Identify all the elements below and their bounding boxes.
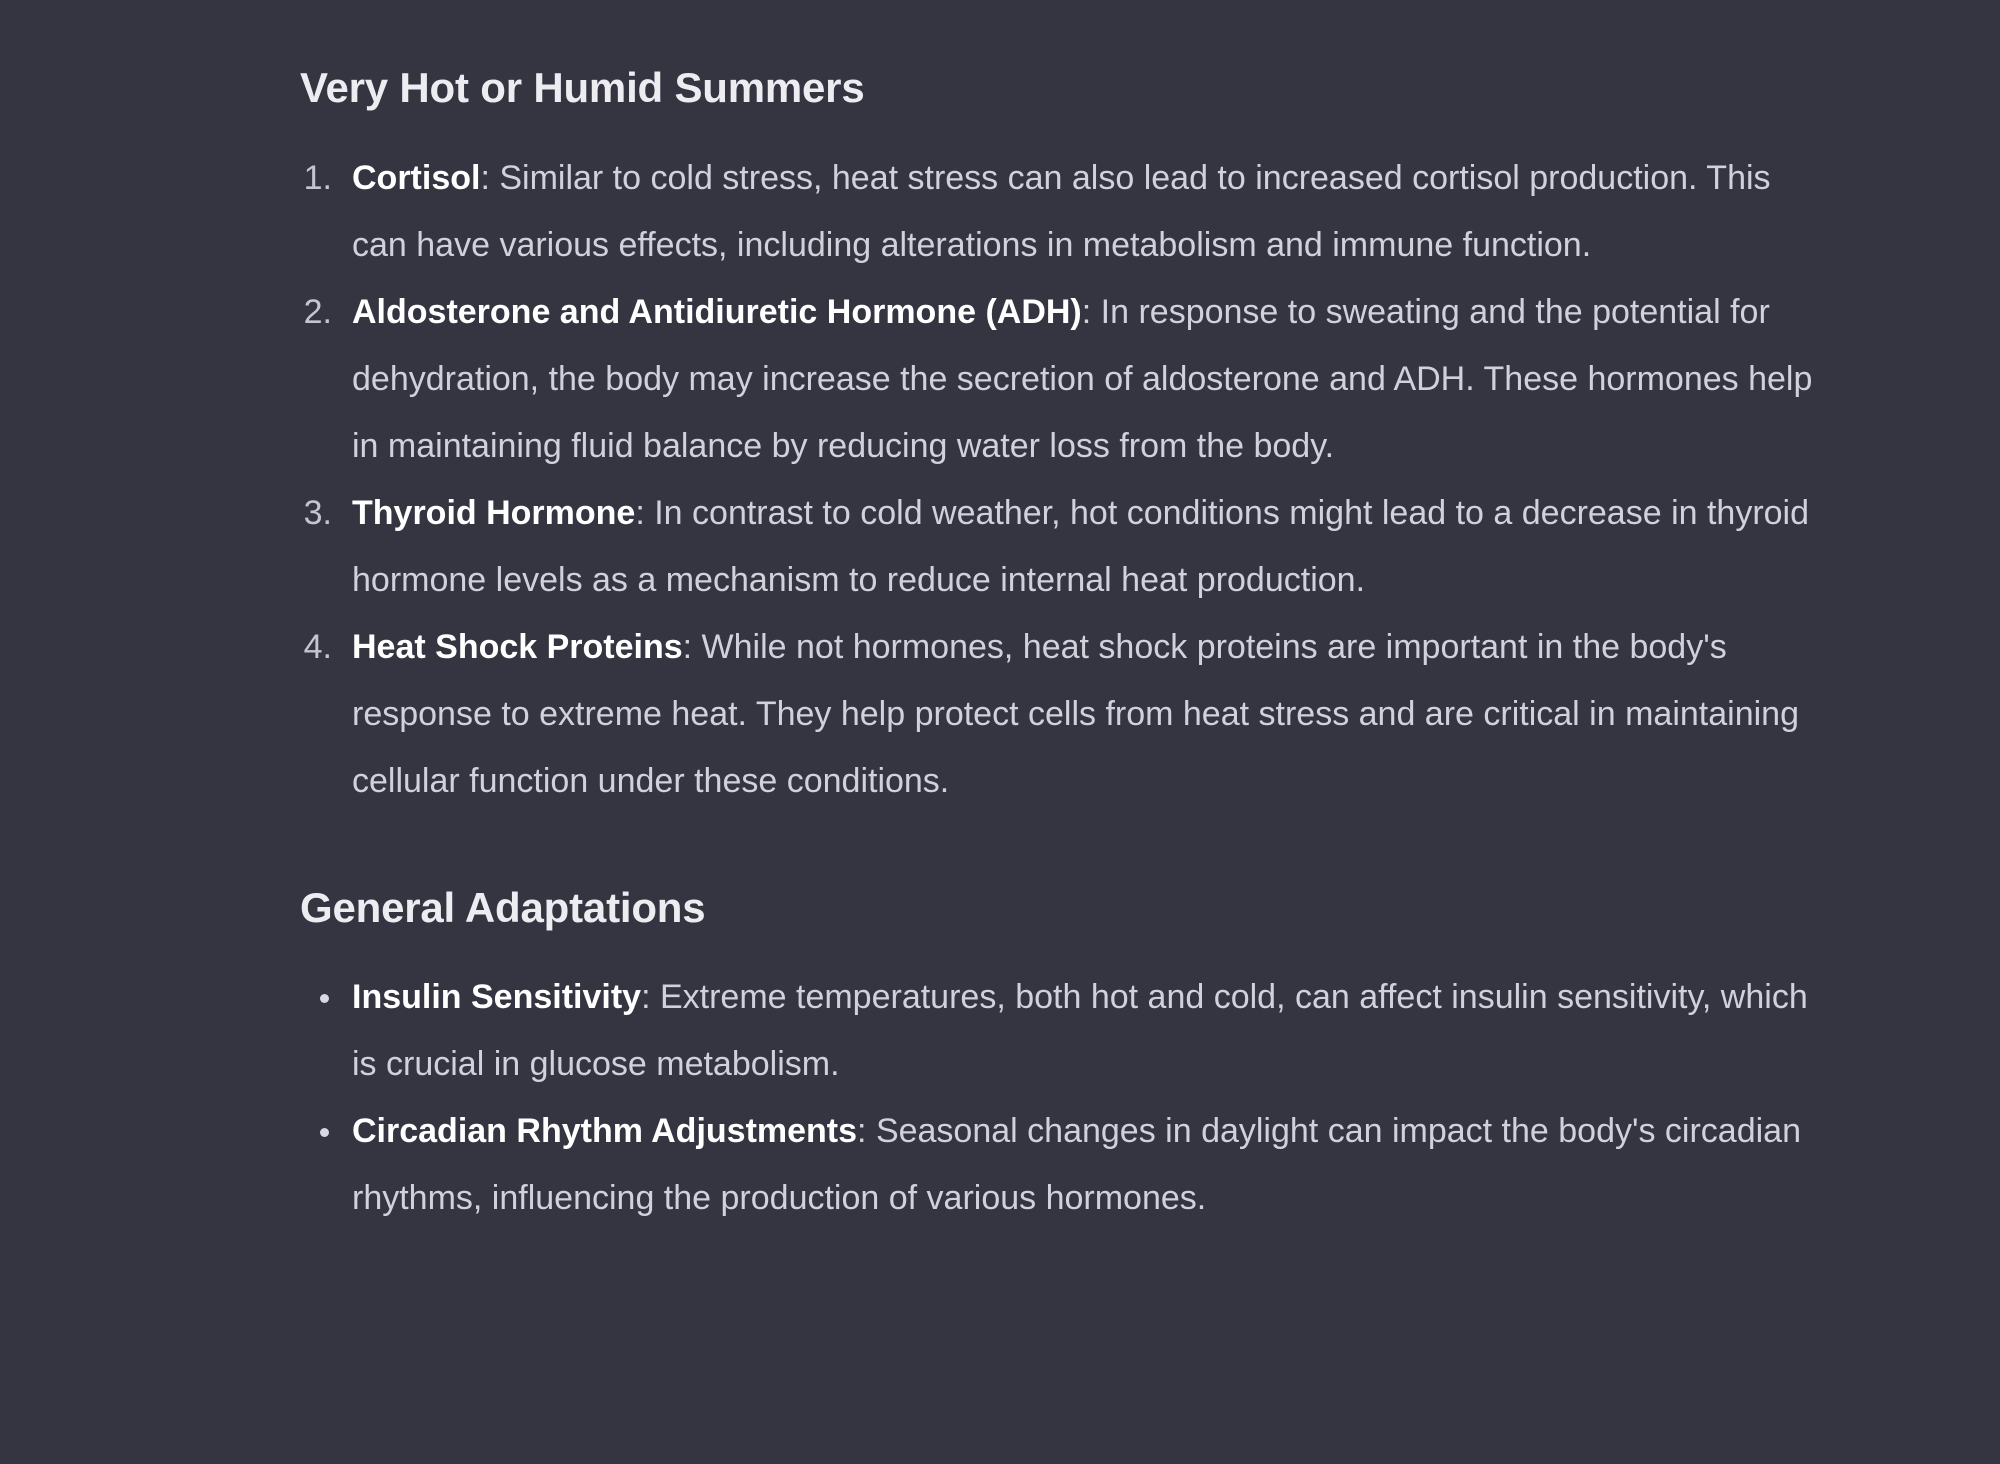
list-item-term: Heat Shock Proteins (352, 628, 683, 667)
list-item-thyroid-hormone (300, 480, 1820, 614)
list-item-term: Insulin Sensitivity (352, 977, 642, 1016)
list-item-term: Cortisol (352, 159, 481, 198)
bullet-list (300, 964, 1820, 1232)
list-item-circadian-rhythm-adjustments (300, 1098, 1820, 1232)
numbered-list (300, 145, 1820, 815)
section-heading-general-adaptations: General Adaptations (300, 884, 706, 932)
list-item-cortisol (300, 145, 1820, 279)
list-number: 4. (303, 628, 332, 667)
list-item-aldosterone-adh (300, 279, 1820, 480)
list-item-term: Circadian Rhythm Adjustments (352, 1111, 858, 1150)
list-item-description: : In response to sweating and the potential for dehydration, the body may increase the secretion of aldosterone and ADH. These hormones help in maintaining fluid balance by reducing water loss from the body. (352, 293, 1813, 466)
list-item-description: : While not hormones, heat shock proteins are important in the body's response to extreme heat. They help protect cells from heat stress and are critical in maintaining cellular function under these conditions. (352, 628, 1799, 801)
list-item-term: Aldosterone and Antidiuretic Hormone (ADH) (352, 293, 1082, 332)
list-number: 3. (303, 494, 332, 533)
list-item-term: Thyroid Hormone (352, 494, 636, 533)
list-item-description: : Extreme temperatures, both hot and cold, can affect insulin sensitivity, which is crucial in glucose metabolism. (352, 977, 1808, 1083)
bullet-icon (320, 1128, 329, 1137)
section-heading-very-hot-or-humid-summers: Very Hot or Humid Summers (300, 64, 865, 111)
response-content (300, 55, 1820, 1232)
list-item-description: : In contrast to cold weather, hot conditions might lead to a decrease in thyroid hormone levels as a mechanism to reduce internal heat production. (352, 494, 1810, 600)
list-number: 2. (303, 293, 332, 332)
list-number: 1. (303, 159, 332, 198)
list-item-heat-shock-proteins (300, 614, 1820, 815)
list-item-description: : Similar to cold stress, heat stress can also lead to increased cortisol production. This can have various effects, including alterations in metabolism and immune function. (352, 159, 1771, 265)
bullet-icon (320, 994, 329, 1003)
list-item-insulin-sensitivity (300, 964, 1820, 1098)
list-item-description: : Seasonal changes in daylight can impact the body's circadian rhythms, influencing the production of various hormones. (352, 1111, 1801, 1217)
